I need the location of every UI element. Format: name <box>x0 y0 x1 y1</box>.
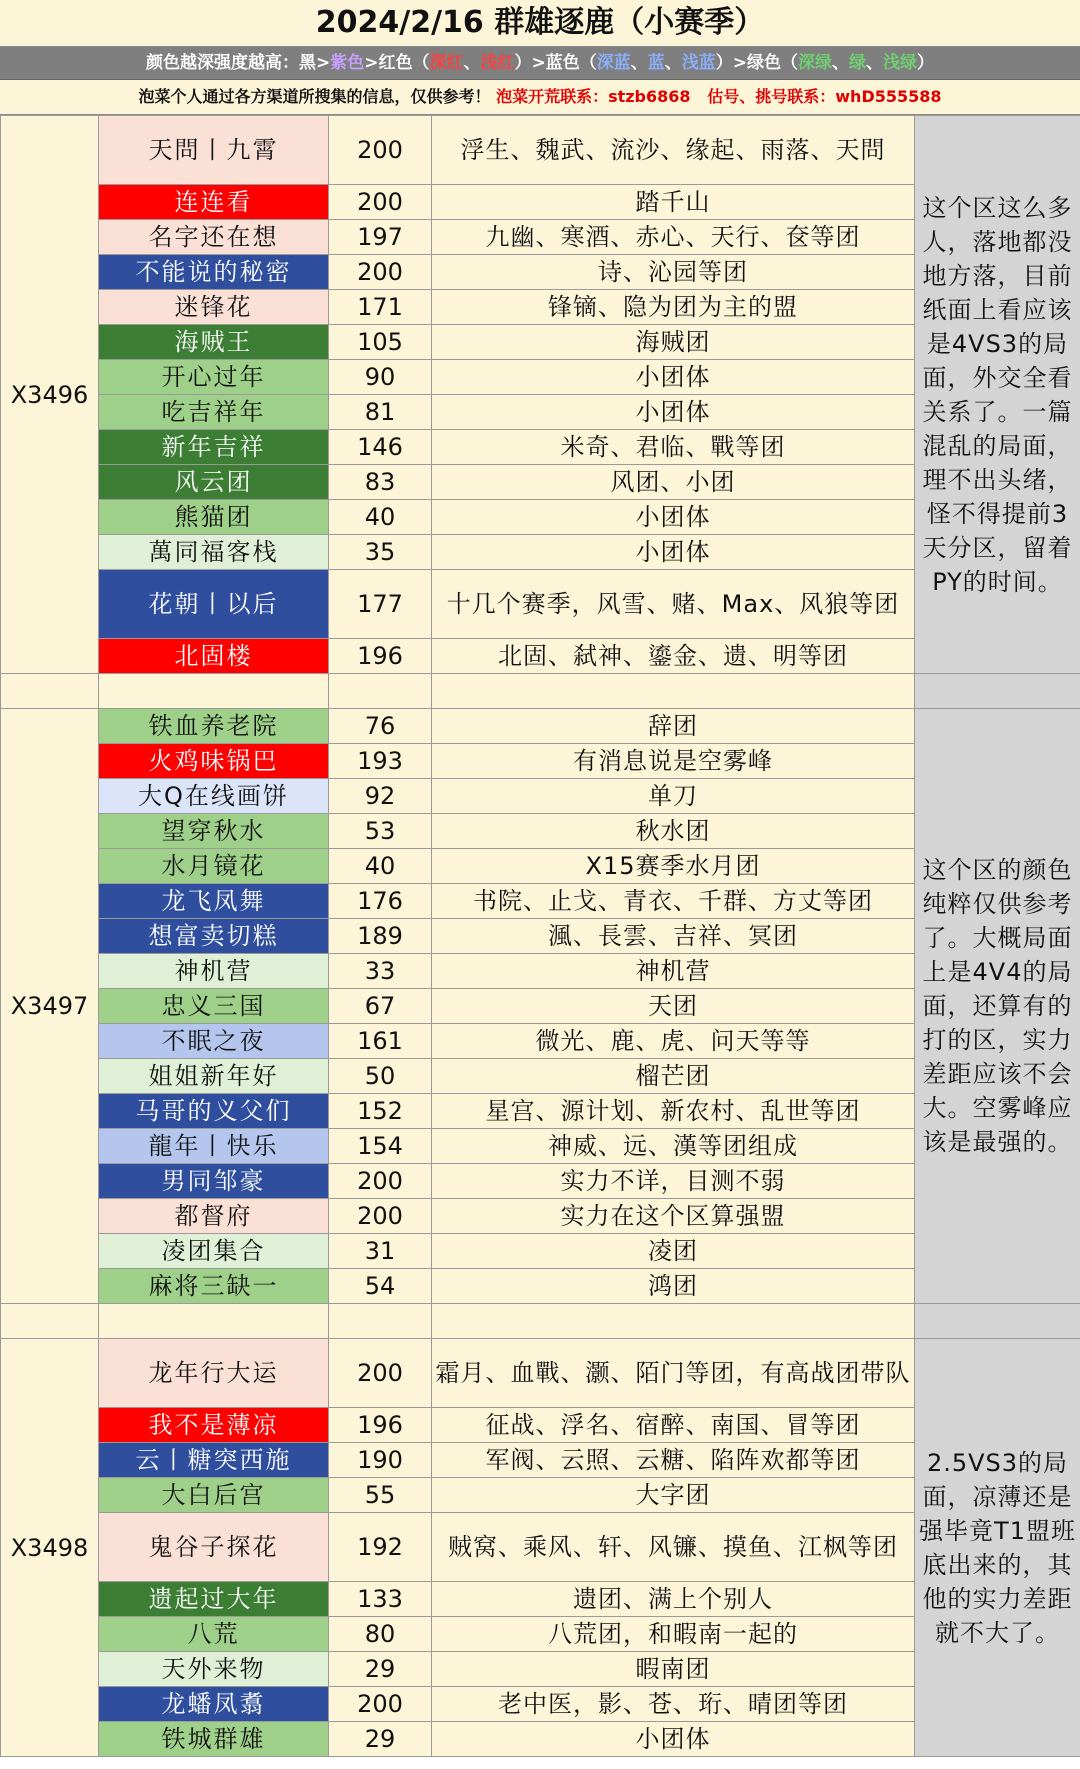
alliance-description: 小团体 <box>432 535 915 570</box>
alliance-description: 辞团 <box>432 709 915 744</box>
legend-dark-blue: 深蓝 <box>596 53 631 73</box>
alliance-name: 北固楼 <box>99 639 329 674</box>
alliance-description: 风团、小团 <box>432 465 915 500</box>
alliance-description: 小团体 <box>432 1722 915 1757</box>
server-id: X3498 <box>1 1339 99 1757</box>
alliance-description: 米奇、君临、戰等团 <box>432 430 915 465</box>
legend-red-open: >红色（ <box>364 53 430 73</box>
alliance-description: 小团体 <box>432 395 915 430</box>
legend-sep: 、 <box>463 53 481 73</box>
alliance-name: 我不是薄凉 <box>99 1408 329 1443</box>
member-count: 200 <box>329 185 432 220</box>
alliance-description: 书院、止戈、青衣、千群、方丈等团 <box>432 884 915 919</box>
member-count: 54 <box>329 1269 432 1304</box>
alliance-name: 龙飞凤舞 <box>99 884 329 919</box>
spacer-cell <box>432 674 915 709</box>
alliance-name: 想富卖切糕 <box>99 919 329 954</box>
alliance-name: 铁血养老院 <box>99 709 329 744</box>
alliance-description: 九幽、寒酒、赤心、天行、奁等团 <box>432 220 915 255</box>
alliance-description: 有消息说是空雾峰 <box>432 744 915 779</box>
member-count: 146 <box>329 430 432 465</box>
alliance-name: 姐姐新年好 <box>99 1059 329 1094</box>
member-count: 200 <box>329 1687 432 1722</box>
alliance-description: 浮生、魏武、流沙、缘起、雨落、天問 <box>432 116 915 185</box>
alliance-name: 不眠之夜 <box>99 1024 329 1059</box>
color-legend <box>0 47 1080 80</box>
note-contact-1: 泡菜开荒联系：stzb6868 <box>496 87 691 106</box>
alliance-name: 萬同福客栈 <box>99 535 329 570</box>
alliance-name: 忠义三国 <box>99 989 329 1024</box>
legend-dark-red: 深红 <box>429 53 464 73</box>
legend-green-open: ）>绿色（ <box>715 53 798 73</box>
alliance-name: 云丨糖突西施 <box>99 1443 329 1478</box>
member-count: 40 <box>329 500 432 535</box>
legend-light-green: 浅绿 <box>883 53 917 73</box>
server-id: X3497 <box>1 709 99 1304</box>
alliance-description: 秋水团 <box>432 814 915 849</box>
legend-sep: 、 <box>832 53 849 73</box>
member-count: 177 <box>329 570 432 639</box>
member-count: 193 <box>329 744 432 779</box>
alliance-name: 凌团集合 <box>99 1234 329 1269</box>
alliance-row <box>1 116 1080 185</box>
alliance-description: 暇南团 <box>432 1652 915 1687</box>
alliance-description: 凌团 <box>432 1234 915 1269</box>
alliance-description: 军阀、云照、云糖、陷阵欢都等团 <box>432 1443 915 1478</box>
member-count: 197 <box>329 220 432 255</box>
spacer-cell <box>915 1304 1080 1339</box>
member-count: 80 <box>329 1617 432 1652</box>
alliance-name: 连连看 <box>99 185 329 220</box>
member-count: 33 <box>329 954 432 989</box>
alliance-name: 望穿秋水 <box>99 814 329 849</box>
alliance-description: 踏千山 <box>432 185 915 220</box>
alliance-name: 龙年行大运 <box>99 1339 329 1408</box>
alliance-description: 遗团、满上个别人 <box>432 1582 915 1617</box>
alliance-description: 霜月、血戰、灏、陌门等团，有高战团带队 <box>432 1339 915 1408</box>
alliance-name: 天外来物 <box>99 1652 329 1687</box>
alliance-description: 天团 <box>432 989 915 1024</box>
alliance-description: 诗、沁园等团 <box>432 255 915 290</box>
member-count: 200 <box>329 116 432 185</box>
member-count: 50 <box>329 1059 432 1094</box>
member-count: 192 <box>329 1513 432 1582</box>
member-count: 196 <box>329 1408 432 1443</box>
alliance-name: 吃吉祥年 <box>99 395 329 430</box>
alliance-name: 八荒 <box>99 1617 329 1652</box>
alliance-description: 老中医，影、苍、珩、晴团等团 <box>432 1687 915 1722</box>
member-count: 176 <box>329 884 432 919</box>
alliance-name: 花朝丨以后 <box>99 570 329 639</box>
alliance-description: 星宫、源计划、新农村、乱世等团 <box>432 1094 915 1129</box>
alliance-name: 新年吉祥 <box>99 430 329 465</box>
section-comment: 这个区的颜色纯粹仅供参考了。大概局面上是4V4的局面，还算有的打的区，实力差距应该不会大。空雾峰应该是最强的。 <box>915 709 1080 1304</box>
alliance-description: 海贼团 <box>432 325 915 360</box>
page-title: 2024/2/16 群雄逐鹿（小赛季） <box>0 0 1080 47</box>
alliance-name: 迷锋花 <box>99 290 329 325</box>
spacer-cell <box>99 674 329 709</box>
member-count: 92 <box>329 779 432 814</box>
member-count: 200 <box>329 255 432 290</box>
alliance-name: 开心过年 <box>99 360 329 395</box>
legend-sep: 、 <box>664 53 682 73</box>
alliance-description: 实力在这个区算强盟 <box>432 1199 915 1234</box>
alliance-table <box>0 115 1080 1757</box>
section-spacer-row <box>1 674 1080 709</box>
spacer-cell <box>1 674 99 709</box>
legend-blue: 蓝 <box>647 53 665 73</box>
alliance-description: X15赛季水月团 <box>432 849 915 884</box>
member-count: 83 <box>329 465 432 500</box>
legend-sep: 、 <box>866 53 883 73</box>
alliance-name: 火鸡味锅巴 <box>99 744 329 779</box>
legend-green: 绿 <box>849 53 866 73</box>
member-count: 196 <box>329 639 432 674</box>
legend-dark-green: 深绿 <box>798 53 832 73</box>
section-spacer-row <box>1 1304 1080 1339</box>
alliance-description: 贼窝、乘风、轩、风镰、摸鱼、江枫等团 <box>432 1513 915 1582</box>
legend-light-blue: 浅蓝 <box>681 53 716 73</box>
alliance-name: 遗起过大年 <box>99 1582 329 1617</box>
member-count: 200 <box>329 1164 432 1199</box>
legend-close: ） <box>917 53 934 73</box>
alliance-name: 名字还在想 <box>99 220 329 255</box>
member-count: 29 <box>329 1652 432 1687</box>
spacer-cell <box>99 1304 329 1339</box>
member-count: 171 <box>329 290 432 325</box>
alliance-name: 水月镜花 <box>99 849 329 884</box>
alliance-name: 马哥的义父们 <box>99 1094 329 1129</box>
alliance-name: 不能说的秘密 <box>99 255 329 290</box>
member-count: 29 <box>329 1722 432 1757</box>
alliance-description: 征战、浮名、宿醉、南国、冒等团 <box>432 1408 915 1443</box>
member-count: 81 <box>329 395 432 430</box>
alliance-row <box>1 709 1080 744</box>
alliance-description: 榴芒团 <box>432 1059 915 1094</box>
alliance-name: 麻将三缺一 <box>99 1269 329 1304</box>
alliance-description: 微光、鹿、虎、问天等等 <box>432 1024 915 1059</box>
legend-sep: 、 <box>630 53 648 73</box>
member-count: 35 <box>329 535 432 570</box>
member-count: 200 <box>329 1199 432 1234</box>
member-count: 190 <box>329 1443 432 1478</box>
spacer-cell <box>1 1304 99 1339</box>
alliance-name: 神机营 <box>99 954 329 989</box>
member-count: 161 <box>329 1024 432 1059</box>
member-count: 40 <box>329 849 432 884</box>
note-contact-2: 估号、挑号联系：whD555588 <box>707 87 942 106</box>
alliance-name: 风云团 <box>99 465 329 500</box>
alliance-description: 渢、長雲、吉祥、冥团 <box>432 919 915 954</box>
alliance-name: 铁城群雄 <box>99 1722 329 1757</box>
member-count: 31 <box>329 1234 432 1269</box>
member-count: 200 <box>329 1339 432 1408</box>
disclaimer-note <box>0 80 1080 115</box>
server-id: X3496 <box>1 116 99 674</box>
alliance-name: 天問丨九霄 <box>99 116 329 185</box>
member-count: 189 <box>329 919 432 954</box>
member-count: 53 <box>329 814 432 849</box>
alliance-name: 龍年丨快乐 <box>99 1129 329 1164</box>
alliance-description: 神机营 <box>432 954 915 989</box>
member-count: 76 <box>329 709 432 744</box>
section-comment: 2.5VS3的局面，凉薄还是强毕竟T1盟班底出来的，其他的实力差距就不大了。 <box>915 1339 1080 1757</box>
legend-blue-open: ）>蓝色（ <box>514 53 597 73</box>
alliance-description: 单刀 <box>432 779 915 814</box>
legend-purple: 紫色 <box>330 53 365 73</box>
member-count: 55 <box>329 1478 432 1513</box>
alliance-description: 鸿团 <box>432 1269 915 1304</box>
spacer-cell <box>915 674 1080 709</box>
alliance-name: 鬼谷子探花 <box>99 1513 329 1582</box>
alliance-description: 大字团 <box>432 1478 915 1513</box>
spacer-cell <box>329 674 432 709</box>
alliance-name: 大白后宫 <box>99 1478 329 1513</box>
member-count: 105 <box>329 325 432 360</box>
spacer-cell <box>329 1304 432 1339</box>
member-count: 154 <box>329 1129 432 1164</box>
alliance-description: 实力不详，目测不弱 <box>432 1164 915 1199</box>
alliance-name: 海贼王 <box>99 325 329 360</box>
legend-light-red: 浅红 <box>480 53 515 73</box>
member-count: 152 <box>329 1094 432 1129</box>
alliance-description: 十几个赛季，风雪、赌、Max、风狼等团 <box>432 570 915 639</box>
alliance-description: 小团体 <box>432 500 915 535</box>
alliance-description: 小团体 <box>432 360 915 395</box>
alliance-description: 八荒团，和暇南一起的 <box>432 1617 915 1652</box>
note-text: 泡菜个人通过各方渠道所搜集的信息，仅供参考！ <box>138 87 491 106</box>
alliance-description: 锋镝、隐为团为主的盟 <box>432 290 915 325</box>
alliance-name: 都督府 <box>99 1199 329 1234</box>
alliance-name: 男同邹豪 <box>99 1164 329 1199</box>
alliance-name: 大Q在线画饼 <box>99 779 329 814</box>
member-count: 67 <box>329 989 432 1024</box>
alliance-name: 龙蟠凤翥 <box>99 1687 329 1722</box>
spacer-cell <box>432 1304 915 1339</box>
alliance-description: 北固、弑神、鎏金、遗、明等团 <box>432 639 915 674</box>
alliance-name: 熊猫团 <box>99 500 329 535</box>
alliance-description: 神威、远、漢等团组成 <box>432 1129 915 1164</box>
section-comment: 这个区这么多人，落地都没地方落，目前纸面上看应该是4VS3的局面，外交全看关系了。一篇混乱的局面，理不出头绪，怪不得提前3天分区，留着PY的时间。 <box>915 116 1080 674</box>
alliance-row <box>1 1339 1080 1408</box>
legend-prefix: 颜色越深强度越高：黑> <box>146 53 331 73</box>
member-count: 133 <box>329 1582 432 1617</box>
member-count: 90 <box>329 360 432 395</box>
